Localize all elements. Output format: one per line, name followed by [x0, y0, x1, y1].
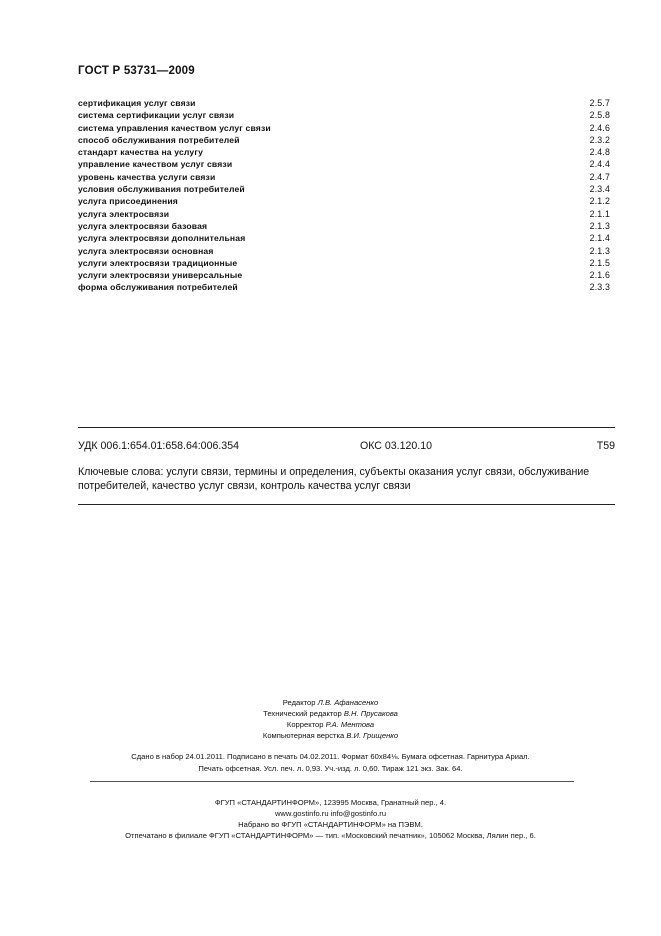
index-row: [78, 220, 610, 232]
index-row: [78, 158, 610, 170]
index-term: стандарт качества на услугу: [78, 147, 204, 158]
index-term: форма обслуживания потребителей: [78, 282, 238, 293]
term-index: [78, 97, 610, 294]
index-term: уровень качества услуги связи: [78, 171, 216, 182]
index-number: 2.1.4: [589, 233, 610, 244]
index-row: [78, 134, 610, 146]
index-term: услуги электросвязи универсальные: [78, 270, 243, 281]
index-term: условия обслуживания потребителей: [78, 184, 245, 195]
index-term: услуга присоединения: [78, 196, 178, 207]
index-row: [78, 281, 610, 293]
credit-line: [0, 730, 661, 741]
credit-role: Редактор: [282, 698, 316, 707]
index-number: 2.3.2: [589, 134, 610, 145]
keywords: Ключевые слова: услуги связи, термины и определения, субъекты оказания услуг связи, обслуживание потребителей, качество услуг связи, контроль качества услуг связи: [78, 466, 590, 492]
footer-line: ФГУП «СТАНДАРТИНФОРМ», 123995 Москва, Гранатный пер., 4.: [214, 798, 447, 807]
credit-name: В.И. Грищенко: [346, 731, 399, 740]
index-row: [78, 245, 610, 257]
index-term: сертификация услуг связи: [78, 98, 196, 108]
index-number: 2.4.4: [589, 159, 610, 170]
credits-block: [0, 697, 661, 741]
bottom-divider: [78, 504, 615, 505]
top-divider: [78, 427, 615, 428]
index-term: услуга электросвязи базовая: [78, 220, 208, 231]
index-number: 2.1.2: [589, 196, 610, 207]
index-number: 2.4.7: [589, 171, 610, 182]
index-term: услуги электросвязи традиционные: [78, 257, 238, 268]
index-term: услуга электросвязи: [78, 208, 170, 219]
credit-name: Р.А. Ментова: [325, 720, 375, 729]
index-row: [78, 109, 610, 121]
index-row: [78, 208, 610, 220]
footer-line: Набрано во ФГУП «СТАНДАРТИНФОРМ» на ПЭВМ.: [238, 820, 423, 829]
index-number: 2.3.3: [589, 282, 610, 293]
index-term: управление качеством услуг связи: [78, 159, 233, 170]
index-row: [78, 97, 610, 109]
index-row: [78, 122, 610, 134]
index-row: [78, 195, 610, 207]
index-number: 2.1.6: [589, 270, 610, 281]
index-term: способ обслуживания потребителей: [78, 134, 240, 145]
index-number: 2.1.1: [589, 208, 610, 219]
index-row: [78, 269, 610, 281]
footer-divider: [90, 781, 574, 782]
index-number: 2.1.3: [589, 245, 610, 256]
credit-role: Корректор: [286, 720, 324, 729]
index-number: 2.3.4: [589, 184, 610, 195]
index-number: 2.4.6: [589, 122, 610, 133]
index-number: 2.4.8: [589, 147, 610, 158]
credit-line: [0, 697, 661, 708]
credit-name: В.Н. Прусакова: [343, 709, 398, 718]
publication-line: Печать офсетная. Усл. печ. л. 0,93. Уч.-изд. л. 0,60. Тираж 121 экз. Зак. 64.: [198, 763, 463, 773]
footer-line: www.gostinfo.ru info@gostinfo.ru: [274, 809, 387, 818]
index-row: [78, 171, 610, 183]
credit-name: Л.В. Афанасенко: [317, 698, 379, 707]
index-row: [78, 232, 610, 244]
credit-line: [0, 708, 661, 719]
index-number: 2.5.8: [589, 110, 610, 121]
index-term: услуга электросвязи основная: [78, 245, 214, 256]
udk-code: УДК 006.1:654.01:658.64:006.354: [78, 440, 239, 452]
index-row: [78, 183, 610, 195]
index-term: услуга электросвязи дополнительная: [78, 233, 246, 244]
oks-code: ОКС 03.120.10: [360, 440, 433, 452]
index-number: 2.1.5: [589, 257, 610, 268]
index-term: система сертификации услуг связи: [78, 110, 235, 121]
document-header: ГОСТ Р 53731—2009: [78, 65, 195, 77]
footer-line: Отпечатано в филиале ФГУП «СТАНДАРТИНФОРМ» — тип. «Московский печатник», 105062 Москва, Лялин пер., 6.: [125, 831, 536, 840]
index-number: 2.5.7: [589, 98, 610, 108]
credit-role: Компьютерная верстка: [262, 731, 345, 740]
publisher-footer: [0, 797, 661, 841]
group-code: Т59: [596, 440, 615, 452]
index-number: 2.1.3: [589, 220, 610, 231]
publication-info: [0, 751, 661, 774]
index-row: [78, 257, 610, 269]
index-term: система управления качеством услуг связи: [78, 122, 271, 133]
credit-role: Технический редактор: [263, 709, 342, 718]
credit-line: [0, 719, 661, 730]
publication-line: Сдано в набор 24.01.2011. Подписано в печать 04.02.2011. Формат 60x84⅛. Бумага офсетная. Гарнитура Ариал.: [131, 752, 530, 761]
index-row: [78, 146, 610, 158]
